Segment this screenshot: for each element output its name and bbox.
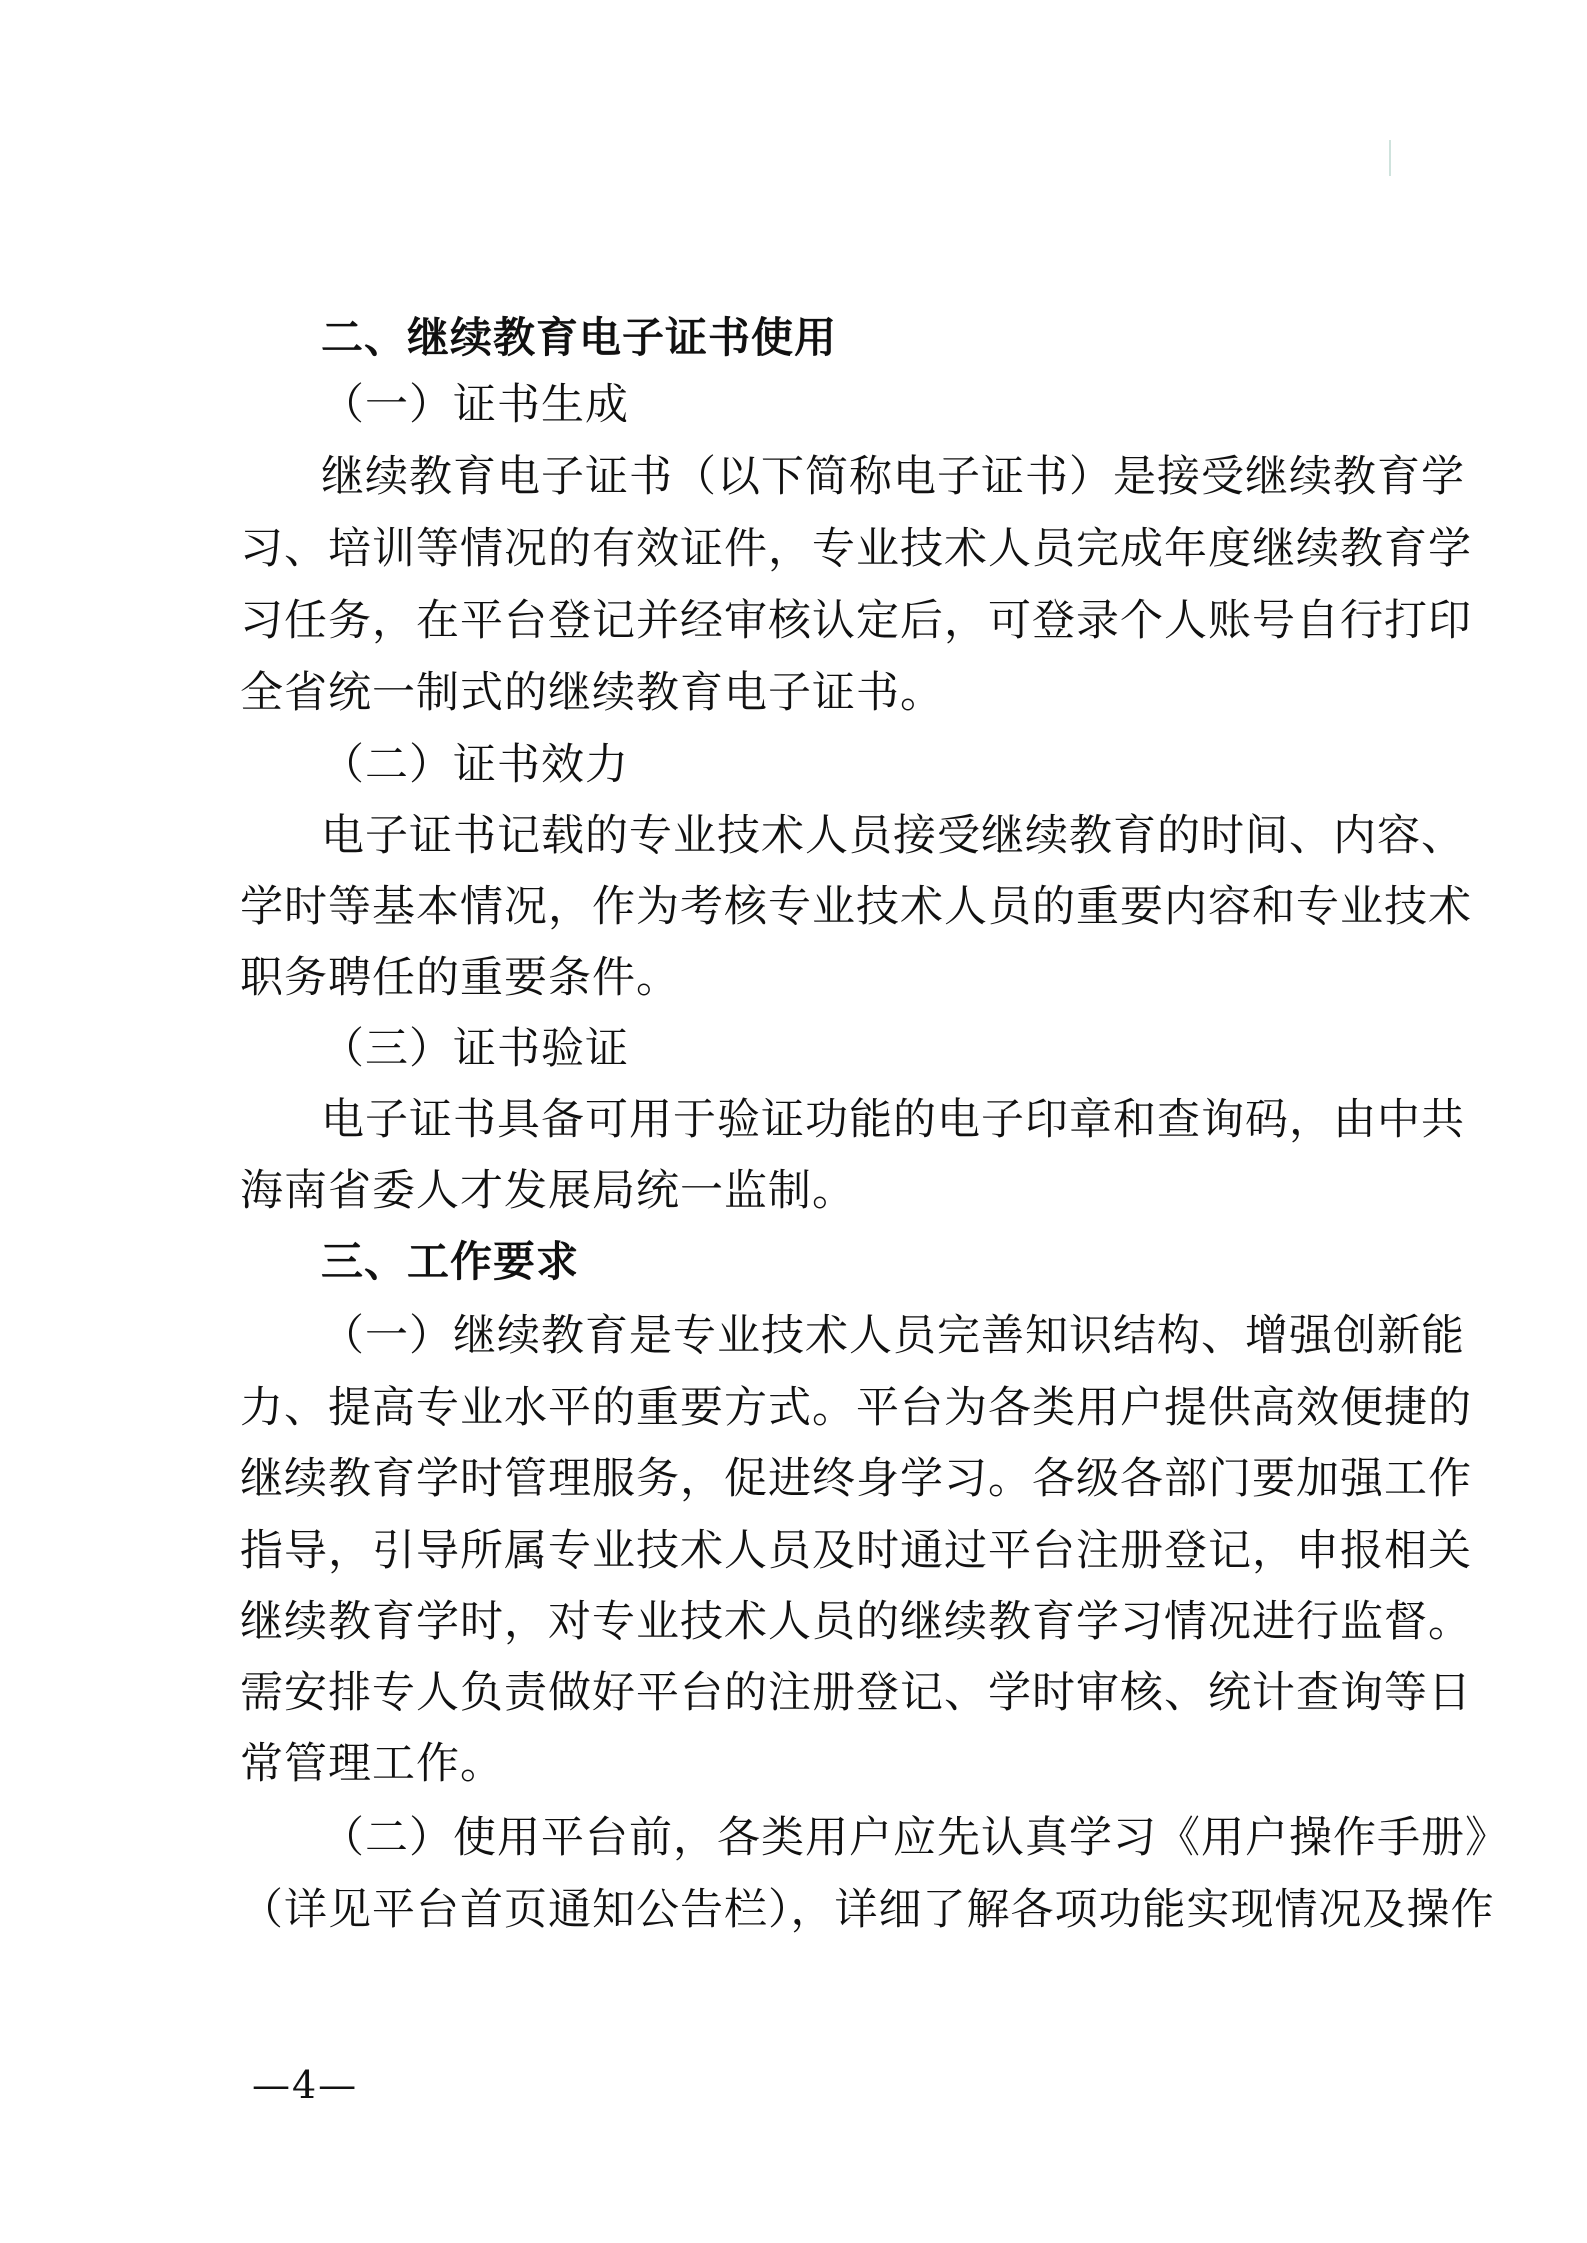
paragraph-line: 力、提高专业水平的重要方式。平台为各类用户提供高效便捷的: [240, 1383, 1472, 1433]
paragraph-line: 继续教育学时，对专业技术人员的继续教育学习情况进行监督。: [240, 1597, 1472, 1647]
paragraph-line: 海南省委人才发展局统一监制。: [240, 1166, 856, 1216]
page-number: —4—: [252, 2063, 359, 2107]
paragraph-line: 继续教育电子证书（以下简称电子证书）是接受继续教育学: [321, 452, 1465, 502]
paragraph-line: 指导，引导所属专业技术人员及时通过平台注册登记，申报相关: [240, 1526, 1472, 1576]
paragraph-line: 电子证书具备可用于验证功能的电子印章和查询码，由中共: [321, 1095, 1465, 1145]
paragraph-line: 全省统一制式的继续教育电子证书。: [240, 668, 944, 718]
paragraph-line: 继续教育学时管理服务，促进终身学习。各级各部门要加强工作: [240, 1454, 1472, 1504]
paragraph-line: （二）使用平台前，各类用户应先认真学习《用户操作手册》: [321, 1813, 1509, 1863]
subheading-certificate-verification: （三）证书验证: [321, 1024, 629, 1074]
paragraph-line: 学时等基本情况，作为考核专业技术人员的重要内容和专业技术: [240, 882, 1472, 932]
paragraph-line: 需安排专人负责做好平台的注册登记、学时审核、统计查询等日: [240, 1668, 1472, 1718]
paragraph-line: 电子证书记载的专业技术人员接受继续教育的时间、内容、: [321, 811, 1465, 861]
paragraph-line: 常管理工作。: [240, 1739, 504, 1789]
scan-mark: [1389, 140, 1391, 176]
paragraph-line: （一）继续教育是专业技术人员完善知识结构、增强创新能: [321, 1311, 1465, 1361]
paragraph-line: 职务聘任的重要条件。: [240, 953, 680, 1003]
section-heading-2: 二、继续教育电子证书使用: [321, 313, 838, 362]
paragraph-line: 习、培训等情况的有效证件，专业技术人员完成年度继续教育学: [240, 524, 1472, 574]
subheading-certificate-generation: （一）证书生成: [321, 380, 629, 430]
paragraph-line: （详见平台首页通知公告栏），详细了解各项功能实现情况及操作: [240, 1885, 1495, 1935]
section-heading-3: 三、工作要求: [321, 1237, 580, 1286]
subheading-certificate-validity: （二）证书效力: [321, 740, 629, 790]
paragraph-line: 习任务，在平台登记并经审核认定后，可登录个人账号自行打印: [240, 596, 1472, 646]
